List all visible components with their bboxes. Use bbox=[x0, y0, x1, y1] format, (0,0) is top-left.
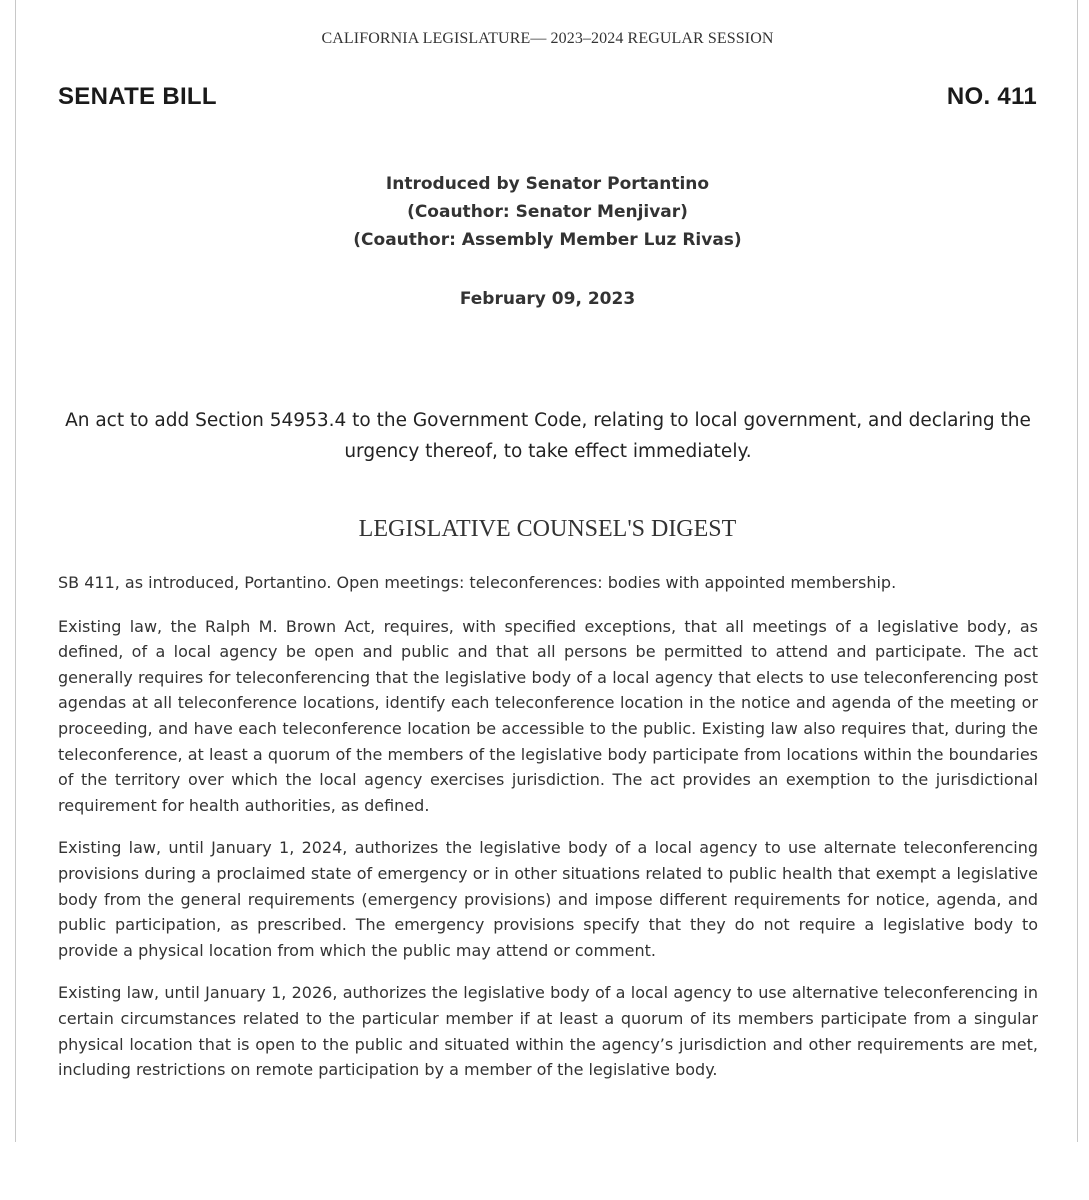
digest-summary: SB 411, as introduced, Portantino. Open meetings: teleconferences: bodies with appointed membership. bbox=[58, 573, 897, 592]
bill-type: SENATE BILL bbox=[58, 83, 217, 110]
bill-title: An act to add Section 54953.4 to the Government Code, relating to local government, and declaring the urgency thereof, to take effect immediately. bbox=[65, 410, 1031, 462]
digest-paragraph: Existing law, until January 1, 2024, authorizes the legislative body of a local agency to use alternate teleconferencing provisions during a proclaimed state of emergency or in other situations related to public health that exempt a legislative body from the general requirements (emergency provisions) and impose different requirements for notice, agenda, and public participation, as prescribed. The emergency provisions specify that they do not require a legislative body to provide a physical location from which the public may attend or comment. bbox=[58, 838, 1038, 960]
introduced-by: Introduced by Senator Portantino bbox=[385, 174, 710, 194]
bill-number: NO. 411 bbox=[946, 83, 1037, 110]
coauthor-assembly: (Coauthor: Assembly Member Luz Rivas) bbox=[353, 230, 742, 250]
digest-heading: LEGISLATIVE COUNSEL'S DIGEST bbox=[358, 516, 737, 542]
authors-block bbox=[0, 170, 1089, 254]
coauthor-senator: (Coauthor: Senator Menjivar) bbox=[407, 202, 688, 222]
digest-paragraph: Existing law, until January 1, 2026, authorizes the legislative body of a local agency to use alternative teleconferencing in certain circumstances related to the particular member if at least a quorum of its members participate from a singular physical location that is open to the public and situated within the agency’s jurisdiction and other requirements are met, including restrictions on remote participation by a member of the legislative body. bbox=[58, 983, 1038, 1080]
digest-body bbox=[58, 570, 1038, 1100]
introduction-date: February 09, 2023 bbox=[459, 289, 636, 309]
session-header: CALIFORNIA LEGISLATURE— 2023–2024 REGULAR SESSION bbox=[321, 30, 774, 47]
digest-paragraph: Existing law, the Ralph M. Brown Act, requires, with specified exceptions, that all meetings of a legislative body, as defined, of a local agency be open and public and that all persons be permitted to attend and participate. The act generally requires for teleconferencing that the legislative body of a local agency that elects to use teleconferencing post agendas at all teleconference locations, identify each teleconference location in the notice and agenda of the meeting or proceeding, and have each teleconference location be accessible to the public. Existing law also requires that, during the teleconference, at least a quorum of the members of the legislative body participate from locations within the boundaries of the territory over which the local agency exercises jurisdiction. The act provides an exemption to the jurisdictional requirement for health authorities, as defined. bbox=[58, 616, 1038, 815]
